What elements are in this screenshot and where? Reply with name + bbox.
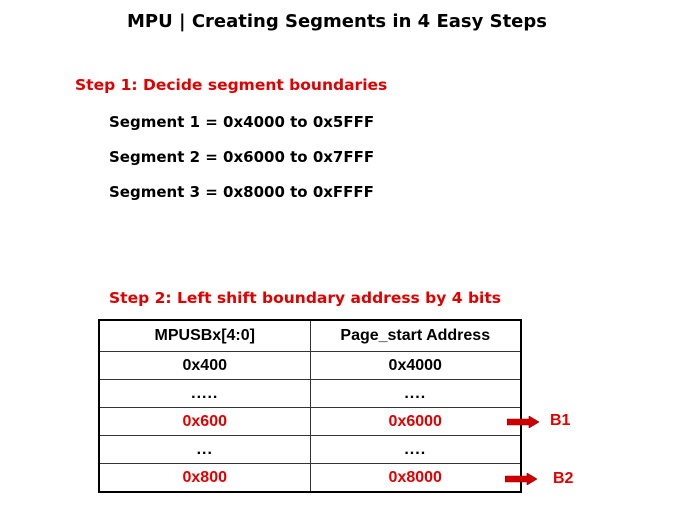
ellipsis-cell: ... bbox=[99, 436, 310, 464]
table-row bbox=[99, 380, 521, 408]
table-header-row bbox=[99, 320, 521, 352]
arrow-right-icon bbox=[505, 473, 537, 485]
ellipsis-cell: .... bbox=[310, 380, 521, 408]
mpusbx-value: 0x600 bbox=[99, 408, 310, 436]
table-row-highlighted-b2 bbox=[99, 464, 521, 493]
header-page-start-address: Page_start Address bbox=[310, 320, 521, 352]
ellipsis-cell: ..... bbox=[99, 380, 310, 408]
step2-heading: Step 2: Left shift boundary address by 4 bits bbox=[109, 289, 502, 307]
page-start-value: 0x8000 bbox=[310, 464, 521, 493]
mpusbx-value: 0x400 bbox=[99, 352, 310, 380]
arrow-right-icon bbox=[507, 416, 539, 428]
boundary-address-table bbox=[98, 319, 522, 493]
page-start-value: 0x4000 bbox=[310, 352, 521, 380]
step1-heading: Step 1: Decide segment boundaries bbox=[75, 76, 388, 94]
mpusbx-value: 0x800 bbox=[99, 464, 310, 493]
table-row-highlighted-b1 bbox=[99, 408, 521, 436]
segment-2-definition: Segment 2 = 0x6000 to 0x7FFF bbox=[109, 148, 375, 166]
segment-3-definition: Segment 3 = 0x8000 to 0xFFFF bbox=[109, 183, 374, 201]
ellipsis-cell: .... bbox=[310, 436, 521, 464]
header-mpusbx: MPUSBx[4:0] bbox=[99, 320, 310, 352]
table-row bbox=[99, 352, 521, 380]
slide-title: MPU | Creating Segments in 4 Easy Steps bbox=[126, 11, 547, 32]
table-row bbox=[99, 436, 521, 464]
segment-1-definition: Segment 1 = 0x4000 to 0x5FFF bbox=[109, 113, 375, 131]
boundary-label-b1: B1 bbox=[550, 412, 571, 429]
page-start-value: 0x6000 bbox=[310, 408, 521, 436]
boundary-label-b2: B2 bbox=[553, 470, 574, 487]
